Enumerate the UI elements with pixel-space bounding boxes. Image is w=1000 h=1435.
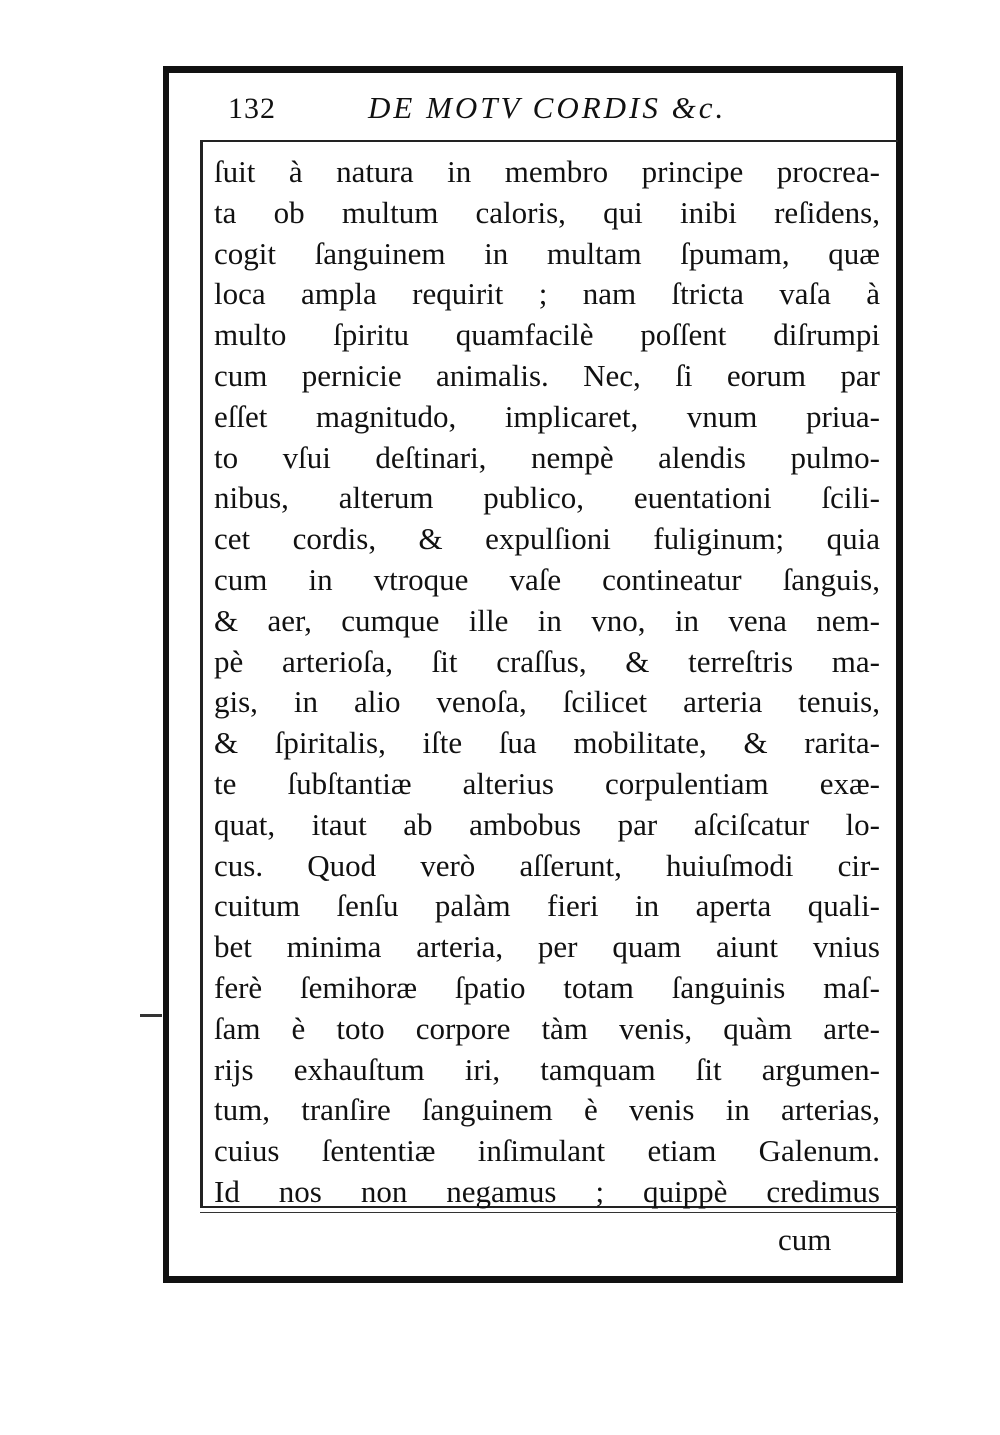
text-line: & aer, cumque ille in vno, in vena nem- bbox=[214, 602, 880, 638]
text-line: ſam è toto corpore tàm venis, quàm arte- bbox=[214, 1010, 880, 1046]
text-line: te ſubſtantiæ alterius corpulentiam exæ- bbox=[214, 765, 880, 801]
text-line: cum pernicie animalis. Nec, ſi eorum par bbox=[214, 357, 880, 393]
text-line: Id nos non negamus ; quippè credimus bbox=[214, 1173, 880, 1209]
body-text bbox=[214, 152, 880, 1213]
text-line: cogit ſanguinem in multam ſpumam, quæ bbox=[214, 235, 880, 271]
text-line: ſuit à natura in membro principe procrea- bbox=[214, 154, 880, 189]
page-number: 132 bbox=[228, 92, 276, 125]
text-line: cet cordis, & expulſioni fuliginum; quia bbox=[214, 521, 880, 557]
text-line: quat, itaut ab ambobus par aſciſcatur lo- bbox=[214, 806, 880, 842]
text-line: pè arterioſa, ſit craſſus, & terreſtris ma- bbox=[214, 643, 880, 679]
text-line: eſſet magnitudo, implicaret, vnum priua- bbox=[214, 398, 880, 434]
text-line: ta ob multum caloris, qui inibi reſidens, bbox=[214, 194, 880, 230]
frame-top-rule bbox=[163, 66, 903, 73]
text-line: to vſui deſtinari, nempè alendis pulmo- bbox=[214, 439, 880, 475]
text-line: cuius ſententiæ inſimulant etiam Galenum. bbox=[214, 1133, 880, 1169]
frame-bottom-rule bbox=[163, 1276, 903, 1283]
text-line: cus. Quod verò aſſerunt, huiuſmodi cir- bbox=[214, 847, 880, 883]
text-line: rijs exhauſtum iri, tamquam ſit argumen- bbox=[214, 1051, 880, 1087]
running-title: DE MOTV CORDIS &c. bbox=[368, 90, 727, 125]
text-line: loca ampla requirit ; nam ſtricta vaſa à bbox=[214, 276, 880, 312]
text-line: gis, in alio venoſa, ſcilicet arteria tenuis, bbox=[214, 684, 880, 720]
frame-left-rule bbox=[163, 66, 169, 1283]
margin-mark bbox=[140, 1014, 162, 1017]
text-line: nibus, alterum publico, euentationi ſcili- bbox=[214, 480, 880, 516]
text-line: cuitum ſenſu palàm fieri in aperta quali- bbox=[214, 888, 880, 924]
text-line: & ſpiritalis, iſte ſua mobilitate, & rarita- bbox=[214, 725, 880, 761]
text-line: tum, tranſire ſanguinem è venis in arterias, bbox=[214, 1092, 880, 1128]
text-line: multo ſpiritu quamfacilè poſſent diſrumpi bbox=[214, 317, 880, 353]
text-line: cum in vtroque vaſe contineatur ſanguis, bbox=[214, 561, 880, 597]
text-line: ferè ſemihoræ ſpatio totam ſanguinis maſ- bbox=[214, 969, 880, 1005]
running-head bbox=[228, 88, 868, 128]
text-line: bet minima arteria, per quam aiunt vnius bbox=[214, 929, 880, 965]
catchword: cum bbox=[778, 1222, 832, 1257]
